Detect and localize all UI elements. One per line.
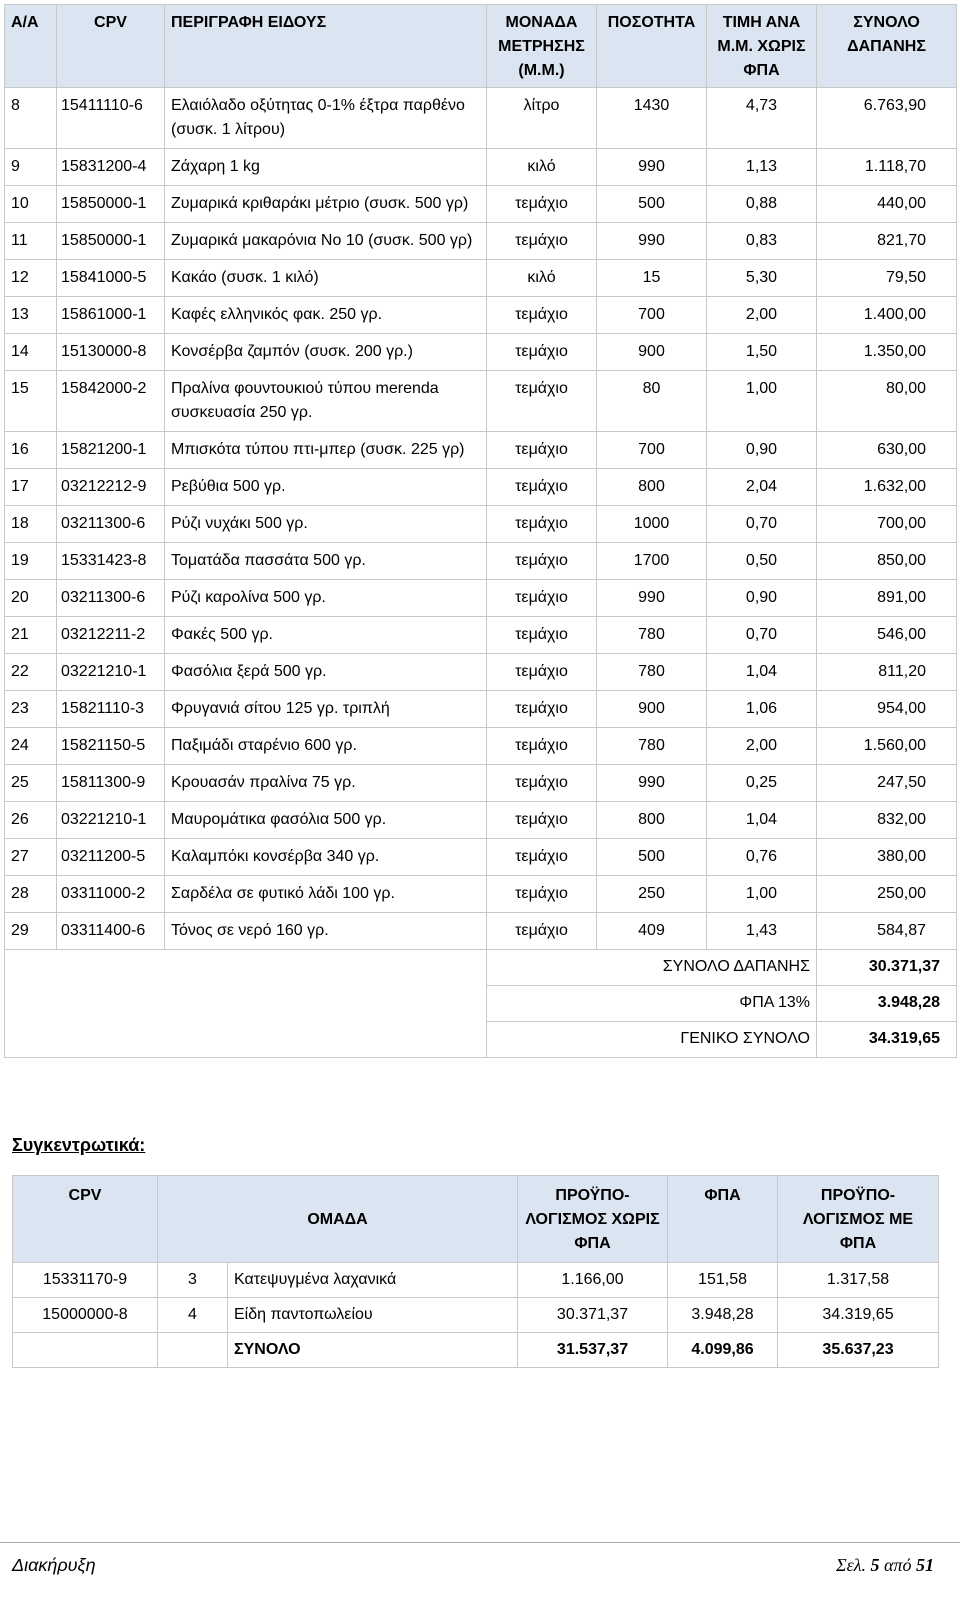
row-price: 0,76 [707, 839, 817, 876]
row-cpv: 03311400-6 [57, 913, 165, 950]
row-price: 0,70 [707, 617, 817, 654]
footer-page-number [836, 1555, 934, 1576]
col-header-total: ΣΥΝΟΛΟ ΔΑΠΑΝΗΣ [817, 5, 957, 88]
row-price: 0,88 [707, 186, 817, 223]
row-description: Ζυμαρικά μακαρόνια Νο 10 (συσκ. 500 γρ) [165, 223, 487, 260]
row-description: Φακές 500 γρ. [165, 617, 487, 654]
row-quantity: 250 [597, 876, 707, 913]
row-number: 17 [5, 469, 57, 506]
row-cpv: 15841000-5 [57, 260, 165, 297]
header-row [5, 5, 957, 88]
row-description: Ζυμαρικά κριθαράκι μέτριο (συσκ. 500 γρ) [165, 186, 487, 223]
row-quantity: 700 [597, 432, 707, 469]
summary-budget-vat: 34.319,65 [778, 1298, 939, 1333]
table-row [5, 617, 957, 654]
totals-empty-cell [5, 1022, 487, 1058]
footer-total-pages: 51 [916, 1555, 934, 1575]
row-quantity: 990 [597, 223, 707, 260]
row-number: 19 [5, 543, 57, 580]
summary-group-label: Κατεψυγμένα λαχανικά [228, 1263, 518, 1298]
row-number: 9 [5, 149, 57, 186]
row-unit: λίτρο [487, 88, 597, 149]
col-header-unit: ΜΟΝΑΔΑ ΜΕΤΡΗΣΗΣ (Μ.Μ.) [487, 5, 597, 88]
row-unit: τεμάχιο [487, 580, 597, 617]
row-number: 10 [5, 186, 57, 223]
row-price: 1,13 [707, 149, 817, 186]
row-total: 1.400,00 [817, 297, 957, 334]
table-row [5, 223, 957, 260]
row-cpv: 03211300-6 [57, 580, 165, 617]
row-quantity: 15 [597, 260, 707, 297]
row-cpv: 15821110-3 [57, 691, 165, 728]
row-cpv: 03212212-9 [57, 469, 165, 506]
table-row [5, 654, 957, 691]
row-unit: τεμάχιο [487, 617, 597, 654]
row-price: 1,04 [707, 654, 817, 691]
row-quantity: 1700 [597, 543, 707, 580]
row-quantity: 990 [597, 149, 707, 186]
summary-total-label: ΣΥΝΟΛΟ [228, 1333, 518, 1368]
row-number: 18 [5, 506, 57, 543]
summary-heading: Συγκεντρωτικά: [12, 1135, 146, 1155]
row-quantity: 780 [597, 617, 707, 654]
table-row [5, 839, 957, 876]
totals-row [5, 986, 957, 1022]
row-total: 700,00 [817, 506, 957, 543]
row-total: 630,00 [817, 432, 957, 469]
footer-divider [0, 1542, 960, 1543]
row-description: Ελαιόλαδο οξύτητας 0-1% έξτρα παρθένο (συσκ. 1 λίτρου) [165, 88, 487, 149]
summary-table [12, 1175, 939, 1368]
col-header-quantity: ΠΟΣΟΤΗΤΑ [597, 5, 707, 88]
table-row [5, 469, 957, 506]
row-quantity: 80 [597, 371, 707, 432]
footer-page-prefix: Σελ. [835, 1555, 867, 1575]
summary-budget: 1.166,00 [518, 1263, 668, 1298]
row-total: 821,70 [817, 223, 957, 260]
table-row [5, 371, 957, 432]
row-number: 13 [5, 297, 57, 334]
row-cpv: 03311000-2 [57, 876, 165, 913]
totals-label: ΓΕΝΙΚΟ ΣΥΝΟΛΟ [487, 1022, 817, 1058]
row-total: 546,00 [817, 617, 957, 654]
row-quantity: 780 [597, 728, 707, 765]
row-price: 0,50 [707, 543, 817, 580]
row-price: 0,70 [707, 506, 817, 543]
row-total: 380,00 [817, 839, 957, 876]
summary-total-budget-vat: 35.637,23 [778, 1333, 939, 1368]
summary-total-row [13, 1333, 939, 1368]
row-unit: τεμάχιο [487, 506, 597, 543]
row-quantity: 780 [597, 654, 707, 691]
row-description: Μαυρομάτικα φασόλια 500 γρ. [165, 802, 487, 839]
summary-col-header-vat: ΦΠΑ [668, 1176, 778, 1263]
row-total: 1.350,00 [817, 334, 957, 371]
summary-total-empty-cell [158, 1333, 228, 1368]
row-cpv: 15831200-4 [57, 149, 165, 186]
table-row [5, 913, 957, 950]
summary-row [13, 1263, 939, 1298]
row-cpv: 15850000-1 [57, 186, 165, 223]
row-quantity: 500 [597, 186, 707, 223]
row-description: Τόνος σε νερό 160 γρ. [165, 913, 487, 950]
row-number: 25 [5, 765, 57, 802]
row-price: 2,00 [707, 297, 817, 334]
row-quantity: 1000 [597, 506, 707, 543]
row-unit: τεμάχιο [487, 839, 597, 876]
totals-row [5, 950, 957, 986]
summary-budget: 30.371,37 [518, 1298, 668, 1333]
row-price: 2,00 [707, 728, 817, 765]
summary-header-row [13, 1176, 939, 1263]
row-description: Κονσέρβα ζαμπόν (συσκ. 200 γρ.) [165, 334, 487, 371]
row-total: 954,00 [817, 691, 957, 728]
row-total: 1.560,00 [817, 728, 957, 765]
row-number: 21 [5, 617, 57, 654]
row-cpv: 15130000-8 [57, 334, 165, 371]
row-total: 1.118,70 [817, 149, 957, 186]
summary-cpv: 15331170-9 [13, 1263, 158, 1298]
row-description: Φρυγανιά σίτου 125 γρ. τριπλή [165, 691, 487, 728]
table-row [5, 186, 957, 223]
row-cpv: 15850000-1 [57, 223, 165, 260]
row-description: Τοματάδα πασσάτα 500 γρ. [165, 543, 487, 580]
row-cpv: 03211200-5 [57, 839, 165, 876]
row-total: 6.763,90 [817, 88, 957, 149]
row-quantity: 900 [597, 691, 707, 728]
row-cpv: 15811300-9 [57, 765, 165, 802]
col-header-aa: Α/Α [5, 5, 57, 88]
row-quantity: 990 [597, 765, 707, 802]
row-total: 250,00 [817, 876, 957, 913]
row-quantity: 990 [597, 580, 707, 617]
row-price: 0,90 [707, 580, 817, 617]
row-unit: τεμάχιο [487, 223, 597, 260]
row-cpv: 15821200-1 [57, 432, 165, 469]
row-unit: τεμάχιο [487, 432, 597, 469]
row-total: 832,00 [817, 802, 957, 839]
row-unit: τεμάχιο [487, 469, 597, 506]
row-unit: τεμάχιο [487, 913, 597, 950]
row-number: 20 [5, 580, 57, 617]
row-total: 811,20 [817, 654, 957, 691]
summary-col-header-budget-vat: ΠΡΟΫΠΟ-ΛΟΓΙΣΜΟΣ ΜΕ ΦΠΑ [778, 1176, 939, 1263]
summary-vat: 151,58 [668, 1263, 778, 1298]
row-cpv: 15861000-1 [57, 297, 165, 334]
row-number: 23 [5, 691, 57, 728]
totals-value: 34.319,65 [817, 1022, 957, 1058]
row-number: 14 [5, 334, 57, 371]
row-total: 80,00 [817, 371, 957, 432]
summary-cpv: 15000000-8 [13, 1298, 158, 1333]
row-quantity: 700 [597, 297, 707, 334]
row-number: 12 [5, 260, 57, 297]
row-cpv: 03212211-2 [57, 617, 165, 654]
totals-label: ΦΠΑ 13% [487, 986, 817, 1022]
totals-empty-cell [5, 986, 487, 1022]
row-cpv: 03221210-1 [57, 654, 165, 691]
row-quantity: 800 [597, 802, 707, 839]
row-total: 247,50 [817, 765, 957, 802]
items-body [5, 88, 957, 1058]
row-unit: τεμάχιο [487, 334, 597, 371]
row-price: 1,00 [707, 876, 817, 913]
footer-current-page: 5 [870, 1555, 880, 1575]
row-cpv: 15842000-2 [57, 371, 165, 432]
totals-label: ΣΥΝΟΛΟ ΔΑΠΑΝΗΣ [487, 950, 817, 986]
row-unit: κιλό [487, 260, 597, 297]
table-row [5, 580, 957, 617]
summary-group-label: Είδη παντοπωλείου [228, 1298, 518, 1333]
row-unit: τεμάχιο [487, 691, 597, 728]
table-row [5, 543, 957, 580]
row-price: 2,04 [707, 469, 817, 506]
row-price: 1,00 [707, 371, 817, 432]
totals-row [5, 1022, 957, 1058]
row-description: Φασόλια ξερά 500 γρ. [165, 654, 487, 691]
table-row [5, 432, 957, 469]
row-quantity: 409 [597, 913, 707, 950]
row-number: 27 [5, 839, 57, 876]
row-description: Σαρδέλα σε φυτικό λάδι 100 γρ. [165, 876, 487, 913]
row-description: Ρύζι καρολίνα 500 γρ. [165, 580, 487, 617]
summary-vat: 3.948,28 [668, 1298, 778, 1333]
summary-budget-vat: 1.317,58 [778, 1263, 939, 1298]
summary-group: 4 [158, 1298, 228, 1333]
table-row [5, 297, 957, 334]
table-row [5, 149, 957, 186]
table-row [5, 802, 957, 839]
row-unit: τεμάχιο [487, 543, 597, 580]
row-description: Καφές ελληνικός φακ. 250 γρ. [165, 297, 487, 334]
row-unit: τεμάχιο [487, 765, 597, 802]
footer-page-middle: από [884, 1555, 912, 1575]
row-unit: κιλό [487, 149, 597, 186]
footer-document-title: Διακήρυξη [12, 1555, 96, 1575]
table-row [5, 876, 957, 913]
row-price: 4,73 [707, 88, 817, 149]
row-total: 79,50 [817, 260, 957, 297]
row-description: Παξιμάδι σταρένιο 600 γρ. [165, 728, 487, 765]
summary-col-header-group: ΟΜΑΔΑ [158, 1176, 518, 1263]
row-unit: τεμάχιο [487, 876, 597, 913]
row-total: 440,00 [817, 186, 957, 223]
row-unit: τεμάχιο [487, 186, 597, 223]
table-row [5, 88, 957, 149]
col-header-price: ΤΙΜΗ ΑΝΑ Μ.Μ. ΧΩΡΙΣ ΦΠΑ [707, 5, 817, 88]
row-cpv: 15331423-8 [57, 543, 165, 580]
row-description: Μπισκότα τύπου πτι-μπερ (συσκ. 225 γρ) [165, 432, 487, 469]
summary-total-empty-cell [13, 1333, 158, 1368]
row-number: 29 [5, 913, 57, 950]
table-row [5, 691, 957, 728]
table-row [5, 260, 957, 297]
row-quantity: 500 [597, 839, 707, 876]
row-description: Ρεβύθια 500 γρ. [165, 469, 487, 506]
summary-col-header-budget: ΠΡΟΫΠΟ-ΛΟΓΙΣΜΟΣ ΧΩΡΙΣ ΦΠΑ [518, 1176, 668, 1263]
row-price: 5,30 [707, 260, 817, 297]
summary-total-budget: 31.537,37 [518, 1333, 668, 1368]
row-description: Πραλίνα φουντουκιού τύπου merenda συσκευασία 250 γρ. [165, 371, 487, 432]
row-total: 584,87 [817, 913, 957, 950]
row-quantity: 800 [597, 469, 707, 506]
items-table [4, 4, 957, 1058]
row-unit: τεμάχιο [487, 802, 597, 839]
totals-empty-cell [5, 950, 487, 986]
col-header-cpv: CPV [57, 5, 165, 88]
row-total: 891,00 [817, 580, 957, 617]
totals-value: 30.371,37 [817, 950, 957, 986]
row-quantity: 900 [597, 334, 707, 371]
row-price: 1,04 [707, 802, 817, 839]
summary-total-vat: 4.099,86 [668, 1333, 778, 1368]
row-price: 1,50 [707, 334, 817, 371]
table-row [5, 506, 957, 543]
row-number: 8 [5, 88, 57, 149]
row-number: 26 [5, 802, 57, 839]
row-description: Καλαμπόκι κονσέρβα 340 γρ. [165, 839, 487, 876]
row-cpv: 03211300-6 [57, 506, 165, 543]
col-header-description: ΠΕΡΙΓΡΑΦΗ ΕΙΔΟΥΣ [165, 5, 487, 88]
row-price: 1,06 [707, 691, 817, 728]
row-price: 0,90 [707, 432, 817, 469]
row-number: 15 [5, 371, 57, 432]
totals-value: 3.948,28 [817, 986, 957, 1022]
row-unit: τεμάχιο [487, 654, 597, 691]
row-description: Ρύζι νυχάκι 500 γρ. [165, 506, 487, 543]
row-price: 0,83 [707, 223, 817, 260]
summary-group: 3 [158, 1263, 228, 1298]
table-row [5, 765, 957, 802]
row-price: 1,43 [707, 913, 817, 950]
row-cpv: 03221210-1 [57, 802, 165, 839]
row-number: 11 [5, 223, 57, 260]
row-total: 850,00 [817, 543, 957, 580]
row-price: 0,25 [707, 765, 817, 802]
row-unit: τεμάχιο [487, 297, 597, 334]
row-number: 16 [5, 432, 57, 469]
table-row [5, 728, 957, 765]
row-cpv: 15411110-6 [57, 88, 165, 149]
row-total: 1.632,00 [817, 469, 957, 506]
row-cpv: 15821150-5 [57, 728, 165, 765]
row-quantity: 1430 [597, 88, 707, 149]
row-description: Κρουασάν πραλίνα 75 γρ. [165, 765, 487, 802]
row-number: 28 [5, 876, 57, 913]
summary-row [13, 1298, 939, 1333]
row-number: 24 [5, 728, 57, 765]
row-description: Κακάο (συσκ. 1 κιλό) [165, 260, 487, 297]
table-row [5, 334, 957, 371]
row-description: Ζάχαρη 1 kg [165, 149, 487, 186]
row-unit: τεμάχιο [487, 728, 597, 765]
row-number: 22 [5, 654, 57, 691]
row-unit: τεμάχιο [487, 371, 597, 432]
summary-col-header-cpv: CPV [13, 1176, 158, 1263]
